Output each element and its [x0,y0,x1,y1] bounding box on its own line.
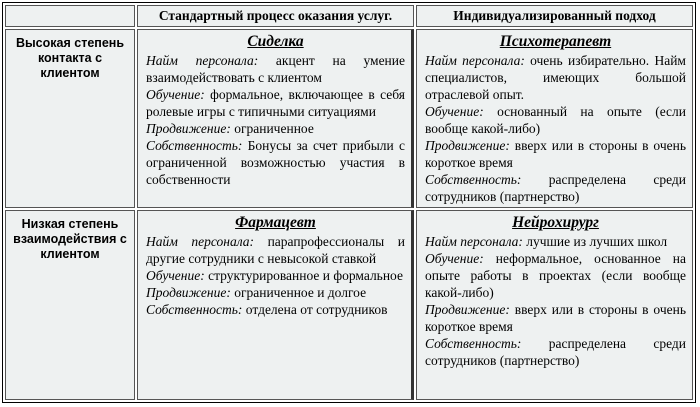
item-label: Продвижение: [146,285,231,300]
item-label: Продвижение: [146,121,231,136]
cell-paragraph [425,335,686,369]
cell-title: Нейрохирург [512,214,599,231]
cell-paragraph [146,301,405,318]
item-label: Продвижение: [425,302,510,317]
column-header-individual: Индивидуализированный подход [416,5,693,27]
item-text: ограниченное и долгое [230,285,367,300]
item-text: Бонусы за счет прибыли с ограниченной возможностью участия в собственности [146,138,405,187]
item-label: Собственность: [425,336,522,351]
item-text: формальное, включающее в себя ролевые игры с типичными ситуациями [146,87,405,119]
cell-paragraph [425,103,686,137]
row-high-contact [5,29,693,208]
item-label: Собственность: [425,172,522,187]
cell-neurosurgeon [416,210,693,400]
row-header-low-contact: Низкая степень взаимодействия с клиентом [5,210,135,400]
cell-title: Фармацевт [235,214,316,231]
cell-psychotherapist [416,29,693,208]
item-label: Найм персонала: [425,53,525,68]
cell-paragraph [146,52,405,86]
item-label: Обучение: [146,268,205,283]
row-header-high-contact: Высокая степень контакта с клиентом [5,29,135,208]
item-text: парапрофессионалы и другие сотрудники с невысокой ставкой [146,234,406,266]
item-text: очень избирательно. Найм специалистов, имеющих большой отраслевой опыт. [425,53,686,102]
item-text: неформальное, основанное на опыте работы в проектах (если вообще какой-либо) [425,251,686,300]
cell-nurse [137,29,414,208]
item-label: Найм персонала: [146,53,259,68]
item-text: основанный на опыте (если вообще какой-либо) [425,104,686,136]
item-text: распределена среди сотрудников (партнерство) [425,172,686,204]
item-text: распределена среди сотрудников (партнерство) [425,336,686,368]
cell-paragraph [425,52,686,103]
item-text: ограниченное [230,121,314,136]
cell-paragraph [425,233,686,250]
cell-paragraph [146,120,405,137]
cell-paragraph [146,233,405,267]
item-text: акцент на умение взаимодействовать с клиентом [146,53,405,85]
cell-pharmacist [137,210,414,400]
cell-paragraph [425,301,686,335]
cell-paragraph [425,250,686,301]
column-header-standard: Стандартный процесс оказания услуг. [137,5,414,27]
corner-cell [5,5,135,27]
cell-paragraph [146,284,405,301]
item-text: вверх или в стороны в очень короткое время [425,138,686,170]
header-row [5,5,693,27]
cell-title: Сиделка [247,33,304,50]
item-text: отделена от сотрудников [242,302,388,317]
cell-paragraph [146,86,405,120]
item-label: Обучение: [425,104,484,119]
cell-paragraph [425,171,686,205]
cell-paragraph [146,137,405,188]
item-label: Собственность: [146,302,243,317]
item-label: Собственность: [146,138,243,153]
item-text: вверх или в стороны в очень короткое время [425,302,686,334]
item-label: Найм персонала: [425,234,523,249]
item-text: структурированное и формальное [204,268,403,283]
cell-paragraph [146,267,405,284]
row-low-contact [5,210,693,400]
cell-title: Психотерапевт [499,33,612,50]
service-matrix-table [3,3,695,402]
item-label: Найм персонала: [146,234,255,249]
item-label: Обучение: [425,251,484,266]
item-text: лучшие из лучших школ [522,234,668,249]
item-label: Продвижение: [425,138,510,153]
item-label: Обучение: [146,87,205,102]
matrix-table-frame [2,2,696,403]
cell-paragraph [425,137,686,171]
